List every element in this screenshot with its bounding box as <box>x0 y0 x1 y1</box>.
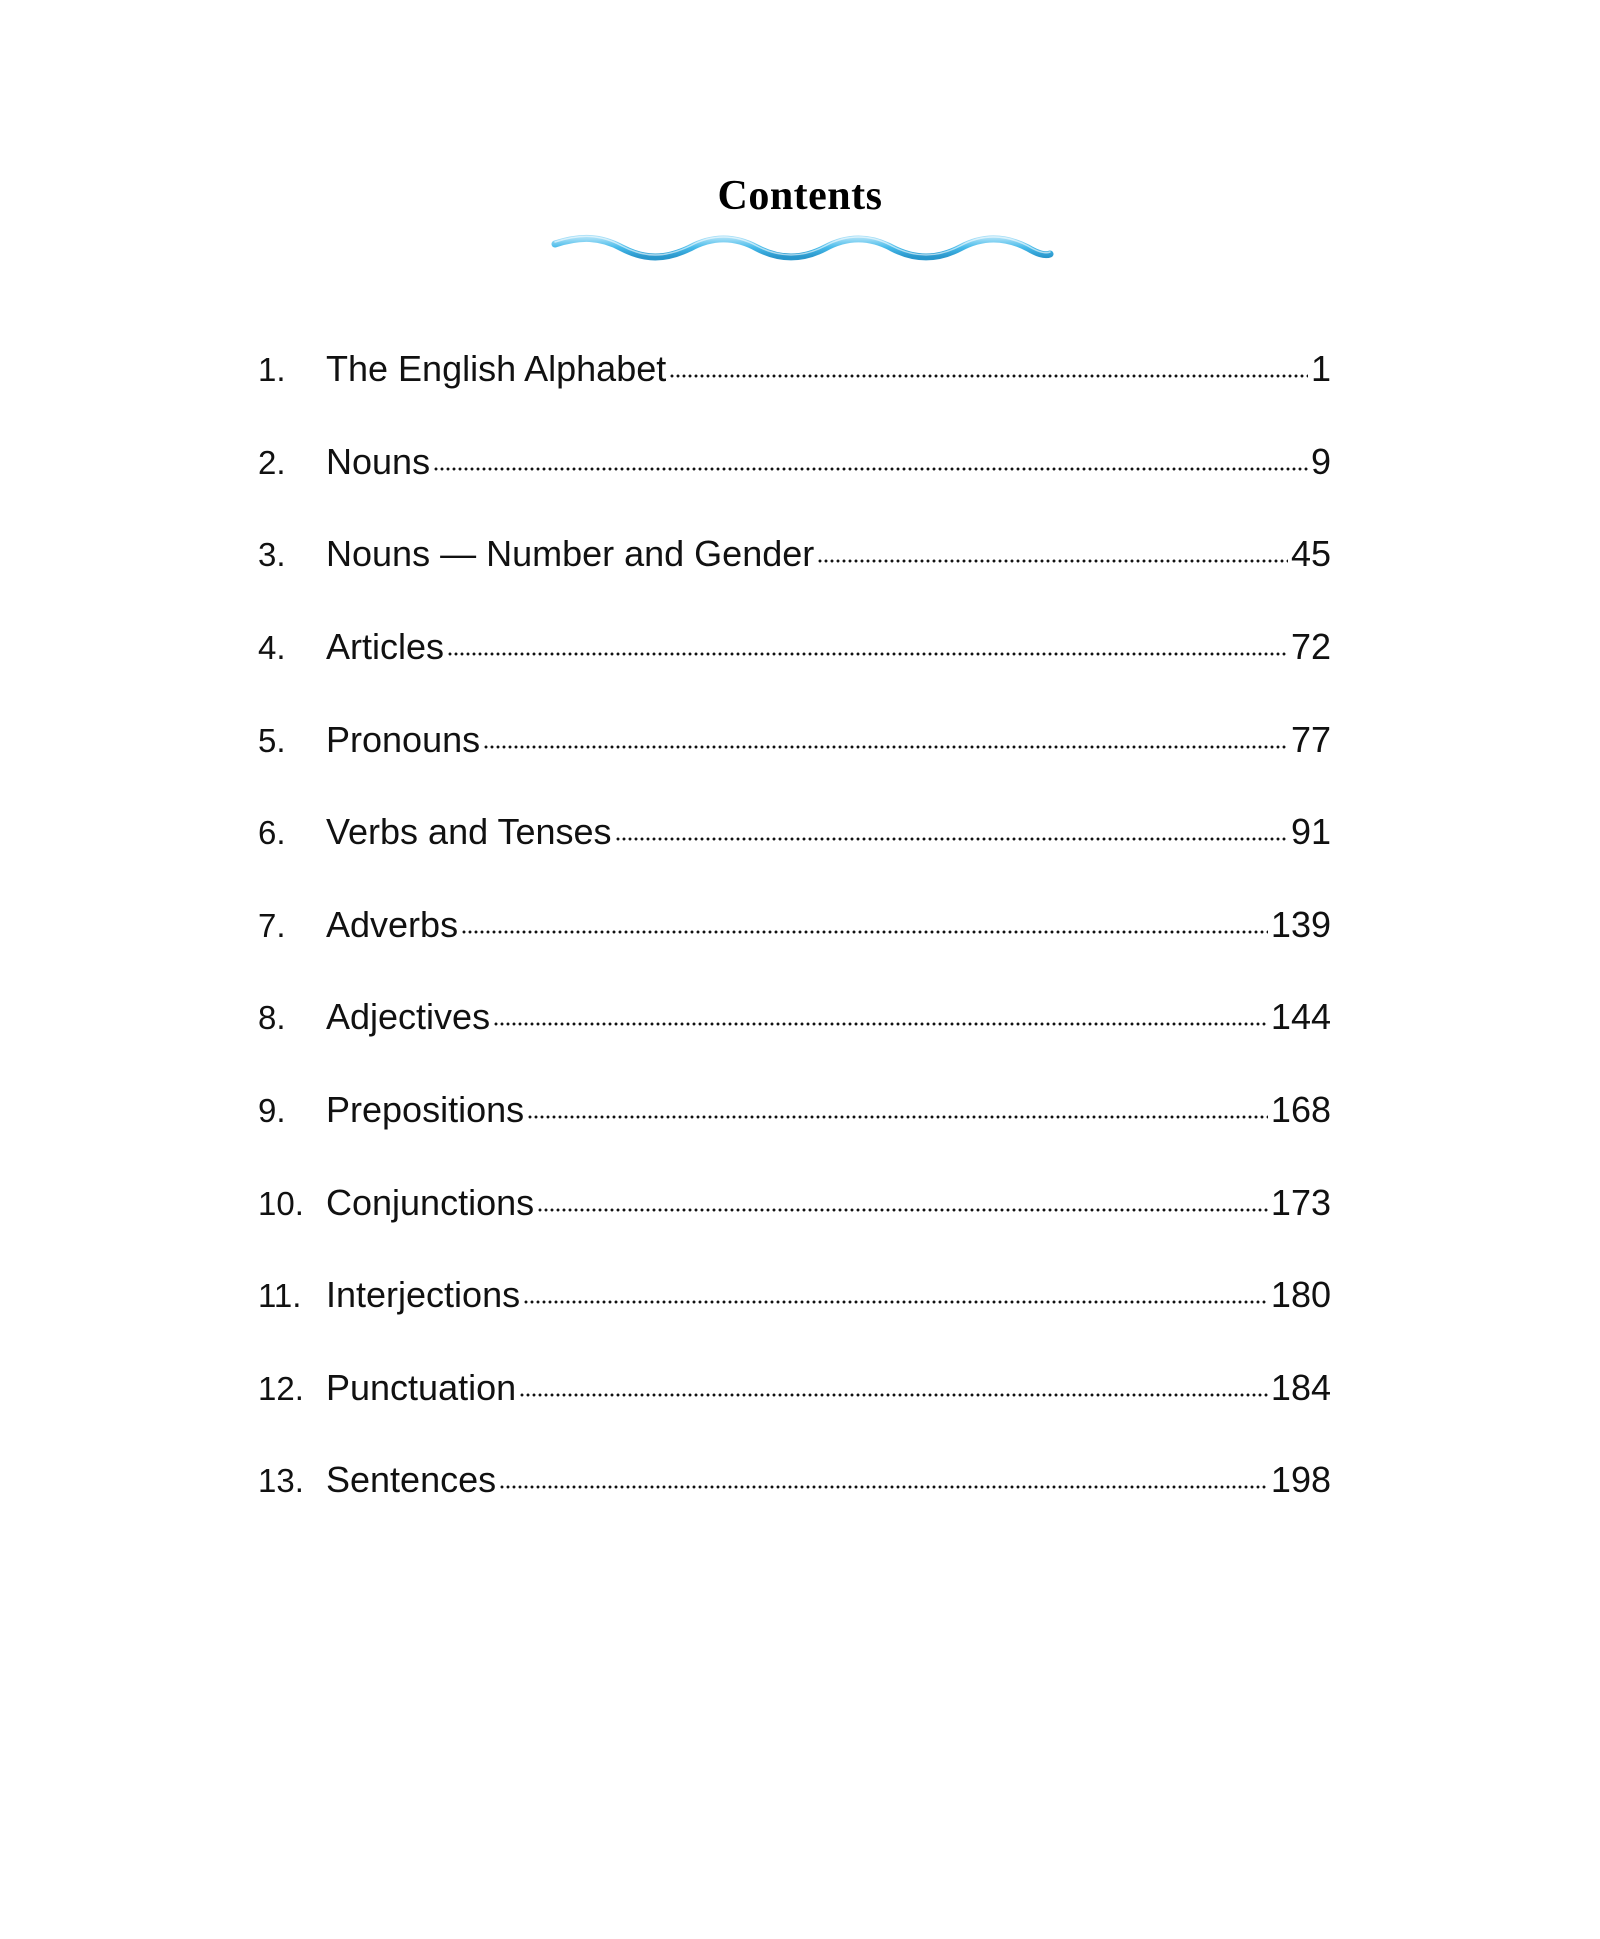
entry-title: Adjectives <box>326 996 491 1037</box>
toc-entry[interactable] <box>258 1363 1331 1413</box>
entry-page-number: 1 <box>1310 348 1331 389</box>
entry-number: 7. <box>258 907 286 944</box>
entry-title: Nouns — Number and Gender <box>326 533 815 574</box>
entry-number: 9. <box>258 1092 286 1129</box>
entry-number: 6. <box>258 814 286 851</box>
dot-leader <box>527 1114 1268 1120</box>
entry-number: 8. <box>258 999 286 1036</box>
toc-entry[interactable] <box>258 1178 1331 1228</box>
entry-page-number: 180 <box>1270 1274 1331 1315</box>
toc-entry[interactable] <box>258 807 1331 857</box>
dot-leader <box>493 1021 1268 1027</box>
entry-title: Adverbs <box>326 904 459 945</box>
entry-title: Sentences <box>326 1459 497 1500</box>
toc-entry[interactable] <box>258 344 1331 394</box>
dot-leader <box>817 558 1288 564</box>
entry-page-number: 77 <box>1290 719 1331 760</box>
entry-number: 10. <box>258 1185 304 1222</box>
dot-leader <box>461 929 1268 935</box>
entry-title: Prepositions <box>326 1089 525 1130</box>
dot-leader <box>669 373 1308 379</box>
dot-leader <box>615 836 1288 842</box>
page-title: Contents <box>717 173 883 219</box>
entry-page-number: 144 <box>1270 996 1331 1037</box>
entry-number: 12. <box>258 1370 304 1407</box>
entry-title: The English Alphabet <box>326 348 667 389</box>
entry-number: 11. <box>258 1277 302 1314</box>
entry-page-number: 72 <box>1290 626 1331 667</box>
entry-page-number: 139 <box>1270 904 1331 945</box>
entry-page-number: 9 <box>1310 441 1331 482</box>
dot-leader <box>519 1392 1268 1398</box>
entry-page-number: 168 <box>1270 1089 1331 1130</box>
toc-entry[interactable] <box>258 900 1331 950</box>
entry-page-number: 45 <box>1290 533 1331 574</box>
entry-number: 3. <box>258 536 286 573</box>
dot-leader <box>523 1299 1268 1305</box>
entry-page-number: 184 <box>1270 1367 1331 1408</box>
dot-leader <box>447 651 1288 657</box>
toc-entry[interactable] <box>258 1455 1331 1505</box>
dot-leader <box>499 1484 1268 1490</box>
entry-title: Pronouns <box>326 719 481 760</box>
entry-title: Conjunctions <box>326 1182 535 1223</box>
toc-entry[interactable] <box>258 437 1331 487</box>
dot-leader <box>537 1207 1268 1213</box>
toc-entry[interactable] <box>258 992 1331 1042</box>
toc-entry[interactable] <box>258 529 1331 579</box>
entry-number: 5. <box>258 722 286 759</box>
dot-leader <box>433 466 1308 472</box>
entry-title: Nouns <box>326 441 431 482</box>
toc-entry[interactable] <box>258 1085 1331 1135</box>
entry-title: Interjections <box>326 1274 521 1315</box>
toc-entry[interactable] <box>258 1270 1331 1320</box>
entry-title: Articles <box>326 626 445 667</box>
dot-leader <box>483 744 1288 750</box>
entry-page-number: 198 <box>1270 1459 1331 1500</box>
toc-entry[interactable] <box>258 622 1331 672</box>
entry-title: Punctuation <box>326 1367 517 1408</box>
entry-number: 1. <box>258 351 286 388</box>
entry-number: 2. <box>258 444 286 481</box>
entry-page-number: 91 <box>1290 811 1331 852</box>
entry-number: 4. <box>258 629 286 666</box>
entry-number: 13. <box>258 1462 304 1499</box>
toc-entry[interactable] <box>258 715 1331 765</box>
entry-page-number: 173 <box>1270 1182 1331 1223</box>
decorative-wave-divider <box>550 228 1055 268</box>
entry-title: Verbs and Tenses <box>326 811 612 852</box>
